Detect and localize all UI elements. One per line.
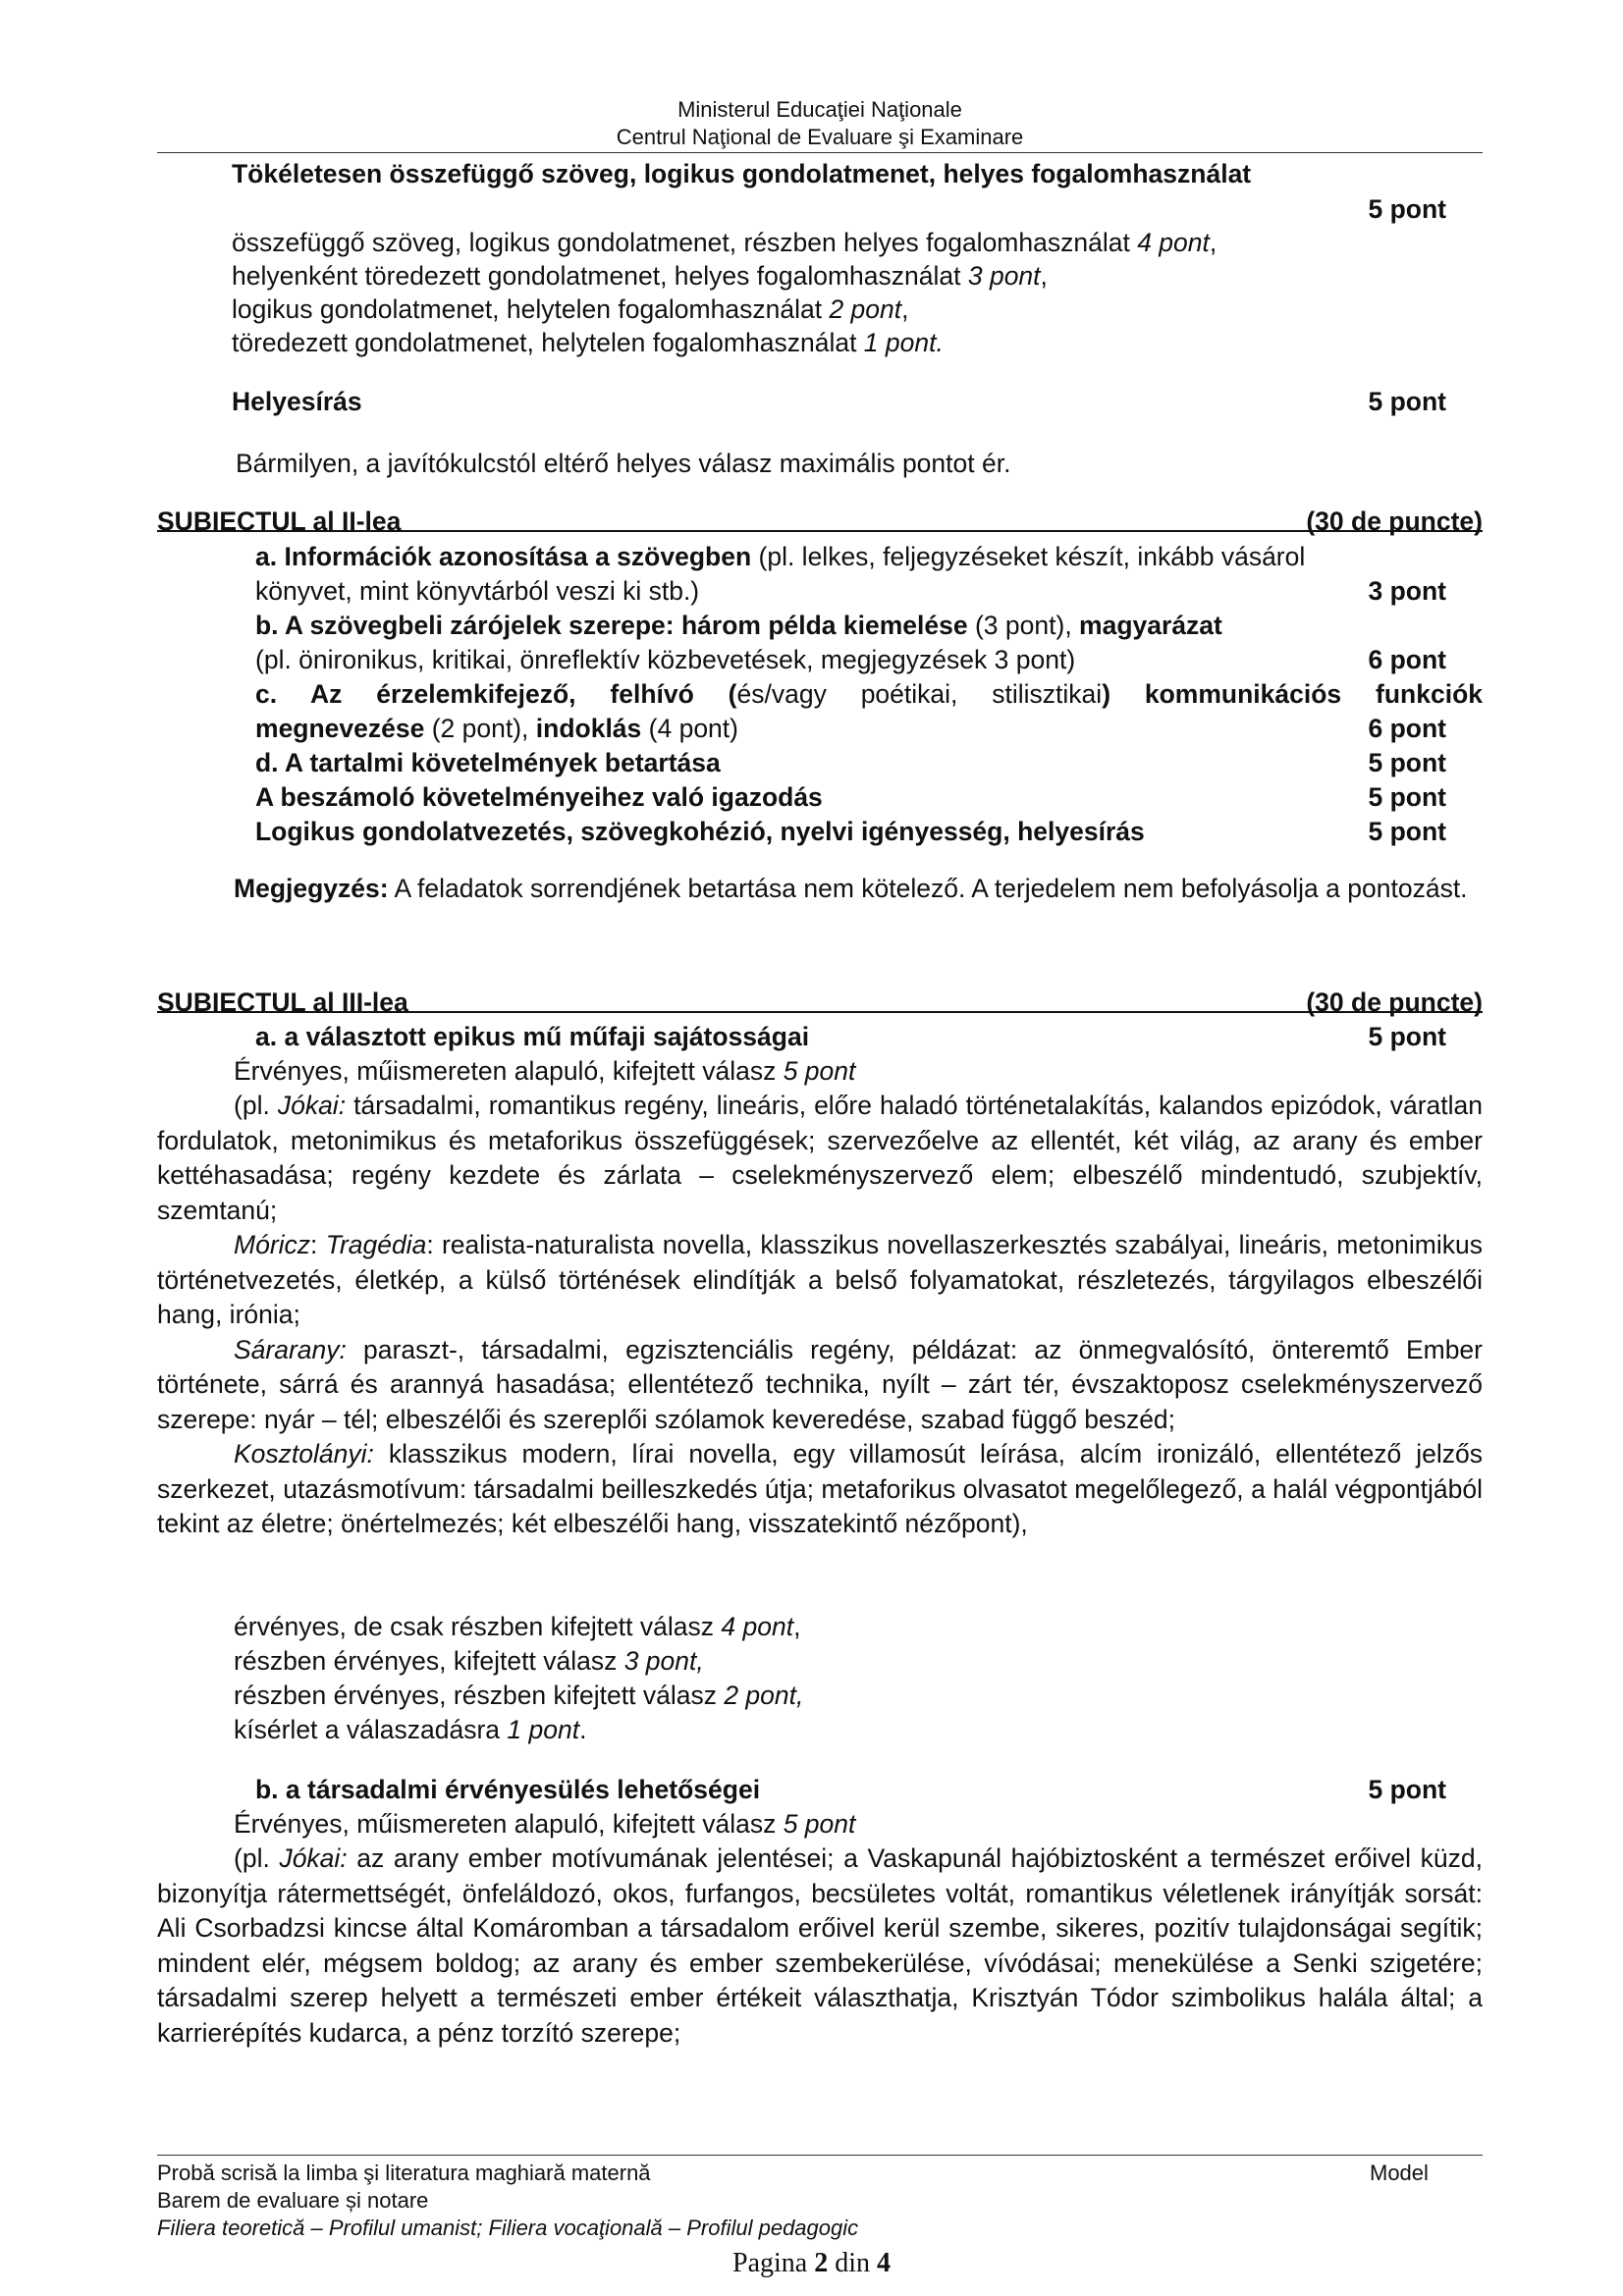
subject2-b-line2: (pl. önironikus, kritikai, önreflektív közbevetések, megjegyzések 3 pont) xyxy=(255,645,1076,674)
subject3-points: (30 de puncte) xyxy=(1306,988,1483,1017)
subject3-a-valid-text: Érvényes, műismereten alapuló, kifejtett válasz xyxy=(234,1056,784,1086)
subject3-a-kosztolanyi xyxy=(157,1437,1483,1542)
subject3-b-valid-text: Érvényes, műismereten alapuló, kifejtett válasz xyxy=(234,1809,784,1839)
subject2-c-reasoning: indoklás xyxy=(535,714,642,743)
footer-barem: Barem de evaluare și notare xyxy=(157,2188,429,2213)
subject3-a-valid-points: 5 pont xyxy=(783,1056,856,1086)
coherence-row-4-points: 1 pont. xyxy=(863,328,944,357)
subject2-a-points: 3 pont xyxy=(1368,576,1446,606)
subject2-b-explain: magyarázat xyxy=(1079,611,1222,640)
note-any-answer: Bármilyen, a javítókulcstól eltérő helyes válasz maximális pontot ér. xyxy=(236,449,1011,478)
coherence-row-4 xyxy=(232,326,944,359)
subject3-a-scale-2-text: részben érvényes, kifejtett válasz xyxy=(234,1646,624,1676)
subject3-a-scale-2 xyxy=(234,1644,704,1678)
coherence-row-2: helyenként töredezett gondolatmenet, helyes fogalomhasználat 3 pont, xyxy=(232,261,1048,291)
subject3-a-scale-1: érvényes, de csak részben kifejtett válasz 4 pont, xyxy=(234,1612,801,1641)
subject3-b-valid xyxy=(234,1807,855,1841)
subject2-a-line1 xyxy=(255,540,1305,573)
subject2-d2-points: 5 pont xyxy=(1368,782,1446,812)
subject2-c-functions: ) kommunikációs funkciók xyxy=(1102,679,1484,709)
coherence-row-3: logikus gondolatmenet, helytelen fogalomhasználat 2 pont, xyxy=(232,294,909,324)
coherence-row-3-points: 2 pont xyxy=(829,294,902,324)
subject3-a-moricz xyxy=(157,1228,1483,1333)
subject2-c-title: c. Az érzelemkifejező, felhívó ( xyxy=(255,679,737,709)
subject3-a-scale-4-points: 1 pont xyxy=(507,1715,580,1744)
subject3-a-title: a. a választott epikus mű műfaji sajátosságai xyxy=(255,1022,810,1051)
subject2-title: SUBIECTUL al II-lea xyxy=(157,507,402,536)
subject2-points: (30 de puncte) xyxy=(1306,507,1483,536)
subject3-a-moricz-colon: : xyxy=(310,1230,326,1259)
subject2-d3: Logikus gondolatvezetés, szövegkohézió, nyelvi igényesség, helyesírás xyxy=(255,817,1145,846)
page-label: Pagina xyxy=(732,2248,815,2278)
subject3-a-points: 5 pont xyxy=(1368,1022,1446,1051)
page-number xyxy=(0,2248,1623,2279)
header-divider xyxy=(157,152,1483,153)
subject2-a-line2: könyvet, mint könyvtárból veszi ki stb.) xyxy=(255,576,700,606)
coherence-row-1: összefüggő szöveg, logikus gondolatmenet, részben helyes fogalomhasználat 4 pont, xyxy=(232,228,1217,257)
spelling-points: 5 pont xyxy=(1368,387,1446,416)
subject2-note xyxy=(157,872,1483,907)
subject3-a-details xyxy=(157,1089,1483,1542)
subject2-c-mid: (2 pont), xyxy=(424,714,536,743)
subject3-a-valid xyxy=(234,1054,855,1088)
subject3-a-scale-4-text: kísérlet a válaszadásra xyxy=(234,1715,508,1744)
page-total: 4 xyxy=(877,2248,891,2278)
coherence-row-2-text: helyenként töredezett gondolatmenet, helyes fogalomhasználat xyxy=(232,261,968,291)
subject3-a-jokai-text: társadalmi, romantikus regény, lineáris, előre haladó történetalakítás, kalandos epizódok, váratlan fordulatok, metonimikus és metaforikus összefüggések; szervezőelve az ellentét, két világ, az arany és ember kettéhasadása; regény kezdete és zárlata – cselekményszervező elem; elbeszélő mindentudó, szubjektív, szemtanú; xyxy=(157,1091,1483,1225)
subject2-b-points: 6 pont xyxy=(1368,645,1446,674)
subject3-a-scale-1-points: 4 pont xyxy=(721,1612,794,1641)
footer-exam-name: Probă scrisă la limba şi literatura maghiară maternă xyxy=(157,2161,651,2185)
footer-model: Model xyxy=(1370,2161,1429,2185)
coherence-row-1-points: 4 pont xyxy=(1137,228,1210,257)
subject3-a-scale-3 xyxy=(234,1679,803,1712)
subject2-c-naming: megnevezése xyxy=(255,714,425,743)
subject3-b-jokai-name: Jókai: xyxy=(279,1843,348,1873)
coherence-row-1-text: összefüggő szöveg, logikus gondolatmenet, részben helyes fogalomhasználat xyxy=(232,228,1138,257)
subject3-a-moricz-work: Tragédia xyxy=(325,1230,427,1259)
subject3-a-moricz-text: : realista-naturalista novella, klasszikus novellaszerkesztés szabályai, lineáris, metonimikus történetvezetés, életkép, a külső történések elindítják a belső folyamatokat, részletezés, tárgyilagos elbeszélői hang, irónia; xyxy=(157,1230,1484,1329)
header-center: Centrul Naţional de Evaluare şi Examinare xyxy=(616,125,1024,149)
subject3-a-jokai-pre: (pl. xyxy=(234,1091,278,1120)
subject3-title: SUBIECTUL al III-lea xyxy=(157,988,408,1017)
footer-profile: Filiera teoretică – Profilul umanist; Filiera vocaţională – Profilul pedagogic xyxy=(157,2216,859,2240)
coherence-points: 5 pont xyxy=(1368,194,1446,224)
subject3-a-jokai-name: Jókai: xyxy=(277,1091,347,1120)
subject3-b-title: b. a társadalmi érvényesülés lehetőségei xyxy=(255,1775,761,1804)
subject3-b-points: 5 pont xyxy=(1368,1775,1446,1804)
subject3-a-kosztolanyi-name: Kosztolányi: xyxy=(234,1439,374,1468)
subject3-a-scale-3-text: részben érvényes, részben kifejtett válasz xyxy=(234,1681,725,1710)
subject2-d1: d. A tartalmi követelmények betartása xyxy=(255,748,721,777)
subject3-b-jokai-pre: (pl. xyxy=(234,1843,280,1873)
subject2-b-title: b. A szövegbeli zárójelek szerepe: három példa kiemelése xyxy=(255,611,968,640)
header-ministry: Ministerul Educaţiei Naţionale xyxy=(677,97,962,122)
subject2-d1-points: 5 pont xyxy=(1368,748,1446,777)
subject3-a-sararany-text: paraszt-, társadalmi, egzisztenciális regény, példázat: az önmegvalósító, önteremtő Ember története, sárrá és arannyá hasadása; ellentétező technika, nyílt – zárt tér, évszaktoposz cselekményszervező szerepe: nyár – tél; elbeszélői és szereplői szólamok keveredése, szabad függő beszéd; xyxy=(157,1334,1483,1434)
subject2-a-title: a. Információk azonosítása a szövegben xyxy=(255,542,752,571)
spelling-title: Helyesírás xyxy=(232,387,362,416)
subject3-a-scale-1-text: érvényes, de csak részben kifejtett válasz xyxy=(234,1612,722,1641)
coherence-row-3-text: logikus gondolatmenet, helytelen fogalomhasználat xyxy=(232,294,830,324)
subject3-b-jokai-text: az arany ember motívumának jelentései; a Vaskapunál hajóbiztosként a természet erőivel küzd, bizonyítja rátermettségét, önfeláldozó, okos, furfangos, becsületes voltát, romantikus véletlenek irányítják sorsát: Ali Csorbadzsi kincse által Komáromban a társadalom erőivel kerül szembe, sikeres, pozitív tulajdonságai segítik; mindent elér, mégsem boldog; az arany és ember szembekerülése, vívódásai; menekülése a Senki szigetére; társadalmi szerep helyett a természeti ember értékeit választhatja, Krisztyán Tódor szimbolikus halála által; a karrierépítés kudarca, a pénz torzító szerepe; xyxy=(157,1843,1483,2048)
subject3-a-scale-2-points: 3 pont, xyxy=(623,1646,704,1676)
subject2-b-line1 xyxy=(255,609,1222,642)
subject3-b-details xyxy=(157,1842,1483,2051)
subject3-a-sararany-name: Sárarany: xyxy=(234,1334,347,1364)
coherence-row-2-points: 3 pont xyxy=(967,261,1041,291)
subject2-d3-points: 5 pont xyxy=(1368,817,1446,846)
subject2-note-label: Megjegyzés: xyxy=(234,874,389,903)
subject2-a-examples: (pl. lelkes, feljegyzéseket készít, inkább vásárol xyxy=(751,542,1306,571)
subject2-c-end: (4 pont) xyxy=(641,714,738,743)
page-current: 2 xyxy=(814,2248,829,2278)
coherence-row-4-text: töredezett gondolatmenet, helytelen fogalomhasználat xyxy=(232,328,864,357)
subject3-a-scale-4: kísérlet a válaszadásra 1 pont. xyxy=(234,1715,587,1744)
subject3-a-moricz-name: Móricz xyxy=(234,1230,311,1259)
subject2-note-text: A feladatok sorrendjének betartása nem kötelező. A terjedelem nem befolyásolja a pontozást. xyxy=(388,874,1468,903)
subject2-c-line2 xyxy=(255,712,738,745)
subject3-a-sararany xyxy=(157,1333,1483,1438)
subject3-b-jokai xyxy=(157,1842,1483,2051)
subject3-a-scale-3-points: 2 pont, xyxy=(724,1681,804,1710)
subject3-a-jokai xyxy=(157,1089,1483,1228)
subject2-b-mid: (3 pont), xyxy=(967,611,1080,640)
subject2-c-alt: és/vagy poétikai, stilisztikai xyxy=(736,679,1103,709)
page-of: din xyxy=(828,2248,877,2278)
subject3-a-kosztolanyi-text: klasszikus modern, lírai novella, egy villamosút leírása, alcím ironizáló, ellentétező jelzős szerkezet, utazásmotívum: társadalmi beilleszkedés útja; metaforikus olvasatot megelőlegező, a halál végpontjából tekint az életre; önértelmezés; két elbeszélői hang, visszatekintő nézőpont), xyxy=(157,1439,1483,1538)
subject2-d2: A beszámoló követelményeihez való igazodás xyxy=(255,782,823,812)
footer-divider xyxy=(157,2155,1483,2156)
subject2-c-line1 xyxy=(255,677,1483,711)
subject2-c-points: 6 pont xyxy=(1368,714,1446,743)
coherence-title: Tökéletesen összefüggő szöveg, logikus gondolatmenet, helyes fogalomhasználat xyxy=(232,159,1252,188)
subject3-b-valid-points: 5 pont xyxy=(783,1809,856,1839)
